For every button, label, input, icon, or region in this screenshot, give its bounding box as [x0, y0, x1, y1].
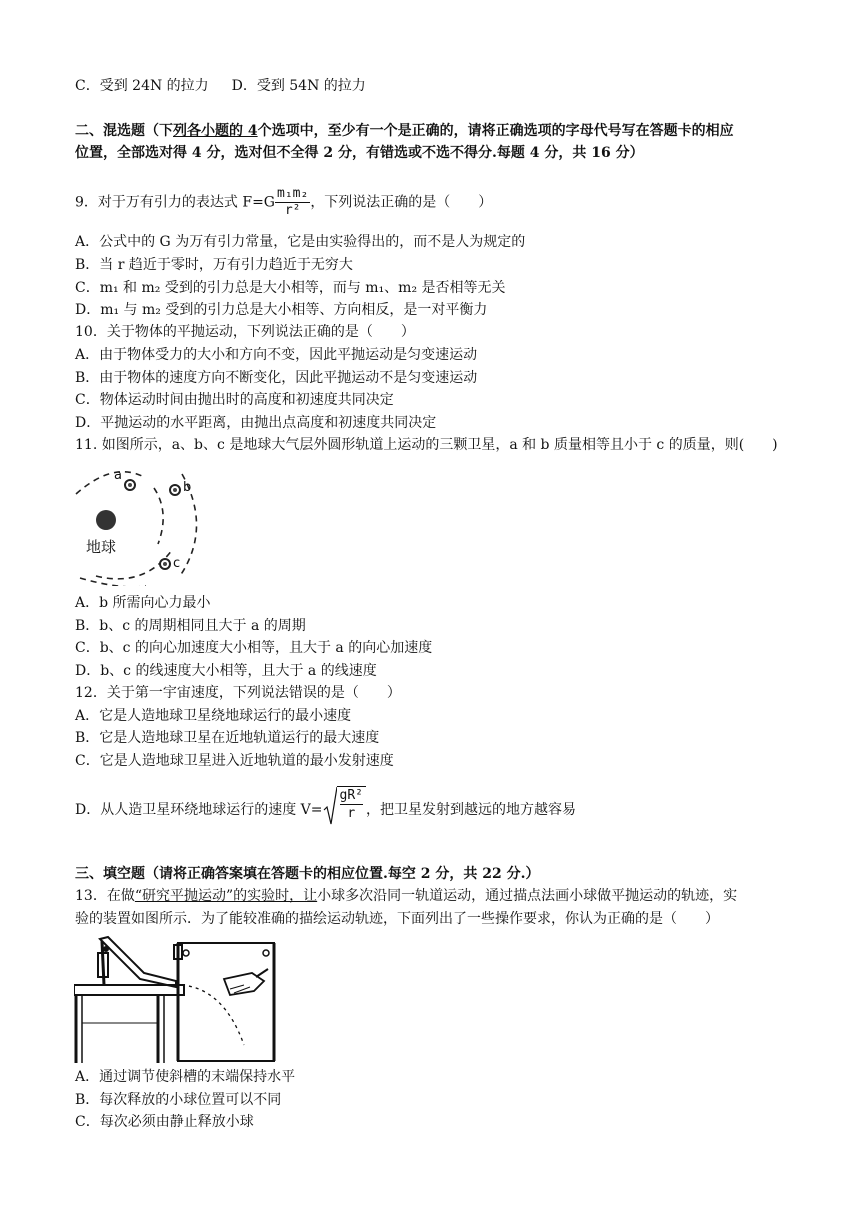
q8-option-d: D．受到 54N 的拉力 — [231, 78, 366, 94]
q13-text-b: 小球多次沿同一轨道运动，通过描点法画小球做平抛运动的轨迹，实 — [317, 888, 738, 904]
q8-options-cd — [75, 76, 366, 96]
q11-option-b: B．b、c 的周期相同且大于 a 的周期 — [75, 618, 306, 634]
projectile-apparatus-diagram — [74, 933, 284, 1063]
q12-sqrt-numerator: gR² — [339, 788, 363, 803]
section2-header-line1 — [75, 121, 734, 141]
q13-text-underlined: “研究平抛运动”的实验时，让 — [134, 888, 318, 904]
section2-text-a: 二、混选题（下 — [75, 123, 173, 139]
satellite-a-label: a — [114, 468, 122, 483]
q9-fraction-numerator: m₁m₂ — [277, 186, 309, 201]
q10-option-b: B．由于物体的速度方向不断变化，因此平抛运动不是匀变速运动 — [75, 370, 478, 386]
q11-option-c: C．b、c 的向心加速度大小相等，且大于 a 的向心加速度 — [75, 640, 433, 656]
earth-dot — [96, 510, 116, 530]
q13-text-a: 13．在做 — [75, 888, 135, 904]
q12-option-a: A．它是人造地球卫星绕地球运行的最小速度 — [75, 708, 352, 724]
q9-option-a: A．公式中的 G 为万有引力常量，它是由实验得出的，而不是人为规定的 — [75, 234, 526, 250]
q12-stem: 12．关于第一宇宙速度，下列说法错误的是（ ） — [75, 685, 401, 701]
q13-stem-line2: 验的装置如图所示．为了能较准确的描绘运动轨迹，下面列出了一些操作要求，你认为正确的是（ ） — [75, 911, 719, 927]
q10-option-c: C．物体运动时间由抛出时的高度和初速度共同决定 — [75, 392, 394, 408]
q9-stem-text-a: 9．对于万有引力的表达式 F=G — [75, 194, 275, 211]
q12-sqrt-formula — [323, 786, 366, 834]
q9-option-c: C．m₁ 和 m₂ 受到的引力总是大小相等，而与 m₁、m₂ 是否相等无关 — [75, 280, 506, 296]
q10-stem: 10．关于物体的平抛运动，下列说法正确的是（ ） — [75, 324, 415, 340]
q9-stem — [75, 186, 492, 219]
q13-option-a: A．通过调节使斜槽的末端保持水平 — [75, 1069, 296, 1085]
q13-stem-line1 — [75, 886, 737, 906]
q9-option-d: D．m₁ 与 m₂ 受到的引力总是大小相等、方向相反，是一对平衡力 — [75, 302, 488, 318]
q12-option-b: B．它是人造地球卫星在近地轨道运行的最大速度 — [75, 730, 380, 746]
q10-option-d: D．平抛运动的水平距离，由抛出点高度和初速度共同决定 — [75, 415, 437, 431]
q8-option-c: C．受到 24N 的拉力 — [75, 78, 209, 94]
q12-option-c: C．它是人造地球卫星进入近地轨道的最小发射速度 — [75, 753, 394, 769]
q13-option-b: B．每次释放的小球位置可以不同 — [75, 1092, 282, 1108]
section2-text-b: 个选项中，至少有一个是正确的，请将正确选项的字母代号写在答题卡的相应 — [257, 123, 734, 139]
q12-option-d — [75, 786, 576, 834]
q9-stem-text-b: ，下列说法正确的是（ ） — [310, 194, 493, 211]
q12-sqrt-denominator: r — [347, 806, 356, 821]
q11-option-a: A．b 所需向心力最小 — [75, 595, 211, 611]
satellite-b-label: b — [183, 480, 192, 495]
q11-option-d: D．b、c 的线速度大小相等，且大于 a 的线速度 — [75, 663, 377, 679]
projectile-apparatus-figure — [74, 933, 284, 1063]
satellite-orbit-figure — [72, 458, 212, 586]
section2-header-line2: 位置，全部选对得 4 分，选对但不全得 2 分，有错选或不选不得分.每题 4 分，共 16 分） — [75, 145, 644, 161]
satellite-c-label: c — [173, 556, 181, 571]
q9-fraction-denominator: r² — [284, 203, 301, 218]
q9-formula-fraction — [275, 186, 310, 219]
earth-label: 地球 — [86, 538, 117, 556]
q11-stem: 11. 如图所示，a、b、c 是地球大气层外圆形轨道上运动的三颗卫星，a 和 b 质量相等且小于 c 的质量，则( ) — [75, 437, 778, 453]
q12-option-d-text-a: D．从人造卫星环绕地球运行的速度 V= — [75, 802, 323, 818]
q12-option-d-text-b: ，把卫星发射到越远的地方越容易 — [366, 802, 576, 818]
q13-option-c: C．每次必须由静止释放小球 — [75, 1114, 254, 1130]
q10-option-a: A．由于物体受力的大小和方向不变，因此平抛运动是匀变速运动 — [75, 347, 478, 363]
q9-option-b: B．当 r 趋近于零时，万有引力趋近于无穷大 — [75, 257, 353, 273]
section2-text-underlined: 列各小题的 4 — [173, 123, 258, 139]
section3-header: 三、填空题（请将正确答案填在答题卡的相应位置.每空 2 分，共 22 分.） — [75, 866, 540, 882]
satellite-orbit-diagram — [72, 458, 212, 586]
